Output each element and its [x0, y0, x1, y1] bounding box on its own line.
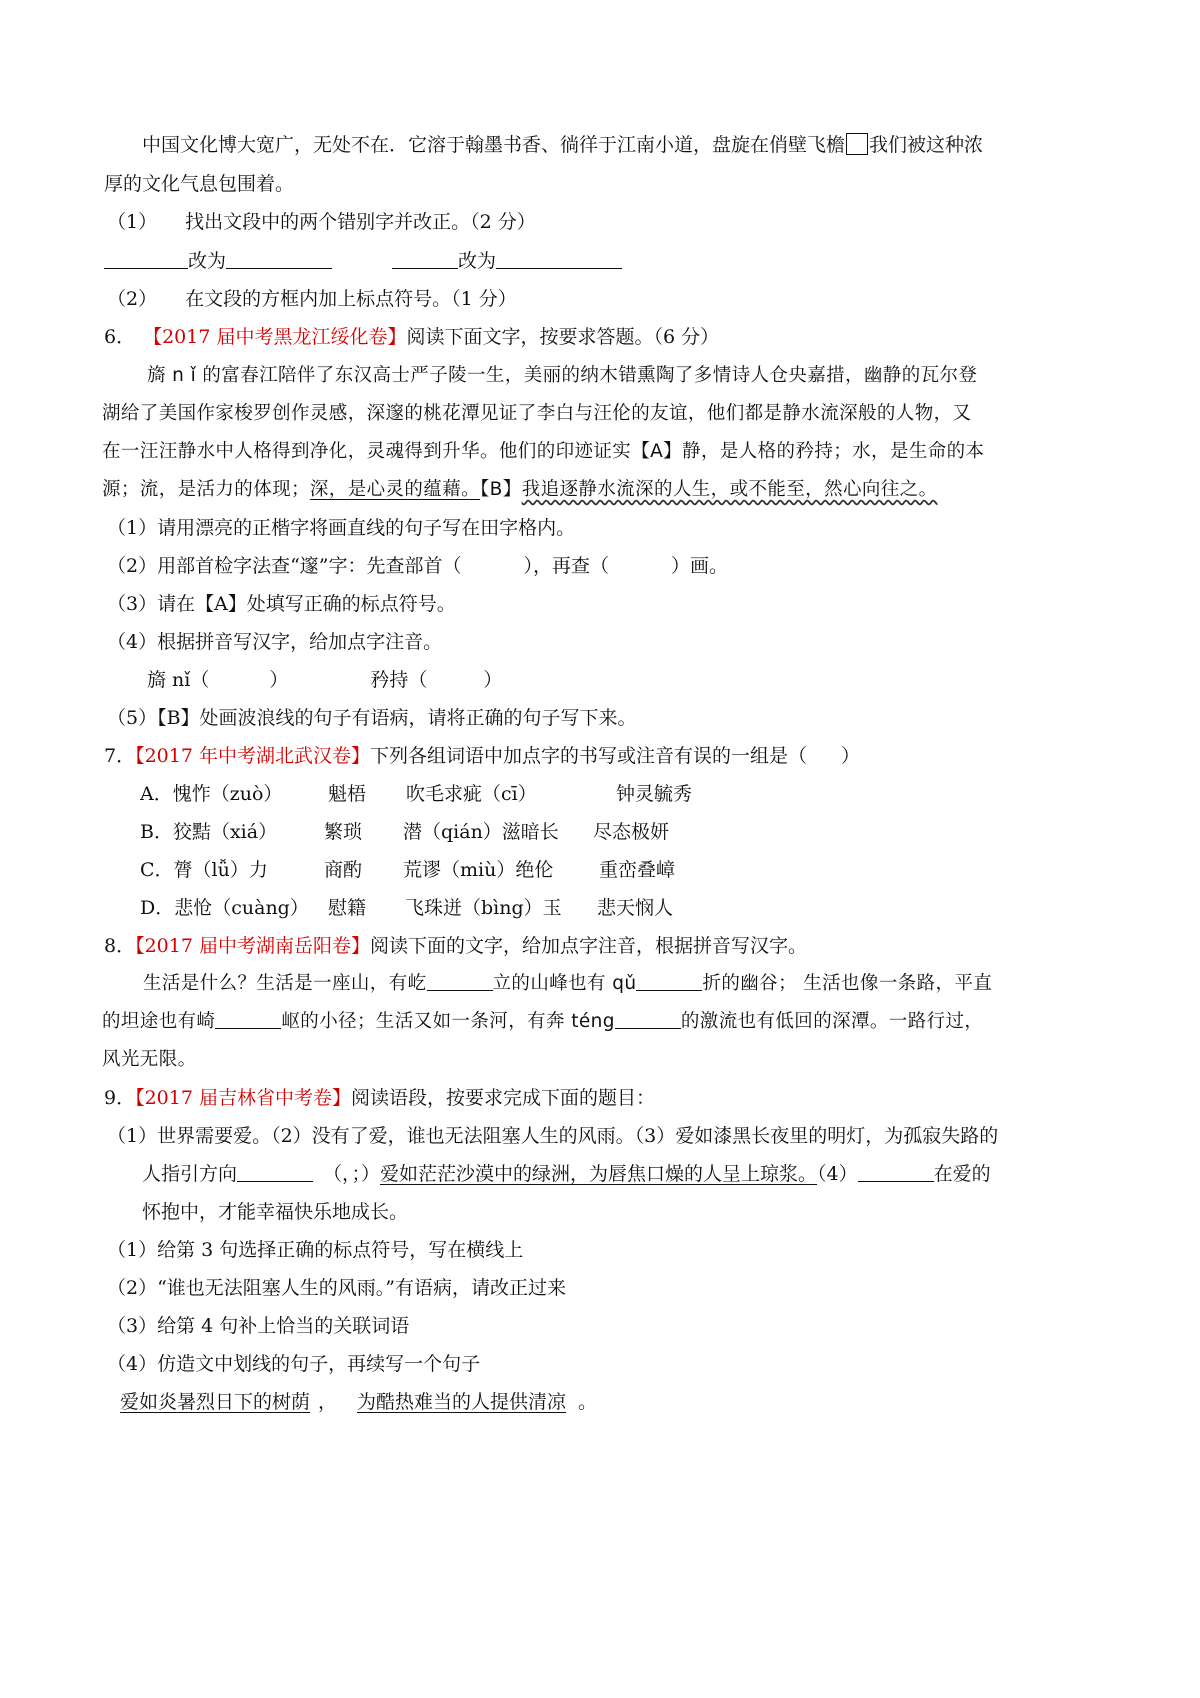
question-source: 【2017 届中考黑龙江绥化卷】 [143, 326, 407, 348]
q9-passage-line-1: （1）世界需要爱。（2）没有了爱，谁也无法阻塞人生的风雨。（3）爱如漆黑长夜里的明灯，为孤寂失路的 [107, 1125, 999, 1147]
question-number: 6． [104, 326, 136, 348]
q7-option-b-2: 繁琐 [324, 821, 363, 843]
answer-blank[interactable] [427, 972, 493, 991]
q7-option-a-2: 魁梧 [328, 783, 367, 805]
q8-passage-line-1: 生活是什么？生活是一座山，有屹 立的山峰也有 qǔ 折的幽谷； 生活也像一条路，平直 [143, 973, 993, 994]
q9-sub-1: （1）给第 3 句选择正确的标点符号，写在横线上 [107, 1239, 524, 1261]
punctuation-box[interactable] [846, 133, 868, 155]
q7-option-a-4: 钟灵毓秀 [616, 783, 693, 805]
q9-passage-line-2: 人指引方向 （，；）爱如茫茫沙漠中的绿洲，为唇焦口燥的人呈上琼浆。（4） 在爱的 [142, 1163, 991, 1185]
q5-sub-1: （1） 找出文段中的两个错别字并改正。（2 分） [107, 211, 536, 233]
q7-heading: 7．【2017 年中考湖北武汉卷】下列各组词语中加点字的书写或注音有误的一组是（ ） [104, 745, 861, 767]
answer-blank[interactable] [858, 1163, 934, 1182]
question-prompt: 阅读下面文字，按要求答题。（6 分） [406, 326, 720, 348]
wavy-underlined-sentence: 我追逐静水流深的人生，或不能至，然心向往之。 [521, 479, 938, 500]
q7-option-c-2: 商酌 [324, 859, 363, 881]
q7-option-d-3: 飞珠迸（bìng）玉 [405, 897, 562, 919]
answer-blank[interactable] [496, 250, 622, 269]
answer-blank[interactable] [226, 250, 332, 269]
q6-sub-2: （2）用部首检字法查“邃”字：先查部首（ ），再查（ ）画。 [107, 555, 729, 577]
q9-sub-4: （4）仿造文中划线的句子，再续写一个句子 [107, 1353, 481, 1375]
q7-option-c-3: 荒谬（miù）绝伦 [403, 859, 554, 881]
q6-passage-line-1: 旖 n ǐ 的富春江陪伴了东汉高士严子陵一生，美丽的纳木错熏陶了多情诗人仓央嘉措，幽静的瓦尔登 [147, 365, 978, 386]
q7-option-d-2: 慰籍 [328, 897, 367, 919]
q6-passage-line-2: 湖给了美国作家梭罗创作灵感，深邃的桃花潭见证了李白与汪伦的友谊，他们都是静水流深般的人物，又 [102, 403, 972, 424]
q9-answer-line: 爱如炎暑烈日下的树荫 ， 为酷热难当的人提供清凉 。 [102, 1390, 597, 1414]
answer-part-1: 爱如炎暑烈日下的树荫 [120, 1391, 311, 1413]
answer-blank[interactable] [215, 1010, 281, 1029]
q6-heading [104, 325, 719, 349]
q5-passage-text-cont: 我们被这种浓 [869, 134, 984, 156]
q7-option-a-3: 吹毛求疵（cī） [406, 783, 537, 805]
q9-sub-2: （2）“谁也无法阻塞人生的风雨。”有语病，请改正过来 [107, 1277, 567, 1299]
q6-passage-line-4: 源；流，是活力的体现；深，是心灵的蕴藉。【B】我追逐静水流深的人生，或不能至，然心向往之。 [102, 479, 938, 500]
q7-option-c-4: 重峦叠嶂 [599, 859, 676, 881]
q5-passage-line-2: 厚的文化气息包围着。 [104, 173, 295, 195]
answer-blank[interactable] [392, 250, 458, 269]
q7-option-b-3: 潜（qián）滋暗长 [403, 821, 559, 843]
question-number: 9． [104, 1087, 136, 1109]
q8-heading [104, 934, 807, 958]
question-number: 7． [104, 745, 136, 767]
q5-passage-line-1 [142, 133, 983, 157]
answer-blank[interactable] [237, 1163, 313, 1182]
answer-blank[interactable] [636, 972, 702, 991]
q5-passage-text: 中国文化博大宽广，无处不在．它溶于翰墨书香、徜徉于江南小道，盘旋在俏壁飞檐 [142, 134, 846, 156]
q6-sub-3: （3）请在【A】处填写正确的标点符号。 [107, 593, 456, 615]
answer-blank[interactable] [104, 250, 188, 269]
question-source: 【2017 届中考湖南岳阳卷】 [135, 935, 370, 957]
q7-option-a-1: A．愧怍（zuò） [140, 783, 283, 805]
question-number: 8． [104, 935, 136, 957]
question-prompt: 下列各组词语中加点字的书写或注音有误的一组是（ [370, 745, 808, 767]
q7-option-d-4: 悲天悯人 [597, 897, 674, 919]
q6-sub-4-items: 旖 nǐ（ ） 矜持（ ） [147, 669, 503, 691]
q5-sub-2: （2） 在文段的方框内加上标点符号。（1 分） [107, 288, 517, 310]
question-prompt: 阅读语段，按要求完成下面的题目： [351, 1087, 656, 1109]
q7-option-b-4: 尽态极妍 [593, 821, 670, 843]
q6-sub-1: （1）请用漂亮的正楷字将画直线的句子写在田字格内。 [107, 517, 576, 539]
q7-option-d-1: D．悲怆（cuàng） [140, 897, 309, 919]
question-source: 【2017 年中考湖北武汉卷】 [135, 745, 370, 767]
q7-option-b-1: B．狡黠（xiá） [140, 821, 278, 843]
q5-answer-line: 改为 改为 [104, 249, 622, 273]
q7-option-c-1: C．膂（lǚ）力 [140, 859, 268, 881]
question-source: 【2017 届吉林省中考卷】 [135, 1087, 351, 1109]
answer-part-2: 为酷热难当的人提供清凉 [357, 1391, 567, 1413]
answer-blank[interactable] [615, 1010, 681, 1029]
q8-passage-line-3: 风光无限。 [102, 1049, 197, 1070]
q9-heading [104, 1086, 655, 1110]
q9-sub-3: （3）给第 4 句补上恰当的关联词语 [107, 1315, 410, 1337]
q8-passage-line-2: 的坦途也有崎 岖的小径；生活又如一条河，有奔 téng 的激流也有低回的深潭。一路行过， [102, 1011, 984, 1032]
question-prompt: 阅读下面的文字，给加点字注音，根据拼音写汉字。 [370, 935, 808, 957]
q6-sub-5: （5）【B】处画波浪线的句子有语病，请将正确的句子写下来。 [107, 707, 637, 729]
q6-sub-4: （4）根据拼音写汉字，给加点字注音。 [107, 631, 443, 653]
q6-passage-line-3: 在一汪汪静水中人格得到净化，灵魂得到升华。他们的印迹证实【A】静，是人格的矜持；水，是生命的本 [102, 441, 985, 462]
underlined-sentence: 爱如茫茫沙漠中的绿洲，为唇焦口燥的人呈上琼浆。 [380, 1163, 818, 1185]
q9-passage-line-3: 怀抱中，才能幸福快乐地成长。 [142, 1201, 409, 1223]
underlined-sentence: 深，是心灵的蕴藉。 [309, 479, 481, 500]
